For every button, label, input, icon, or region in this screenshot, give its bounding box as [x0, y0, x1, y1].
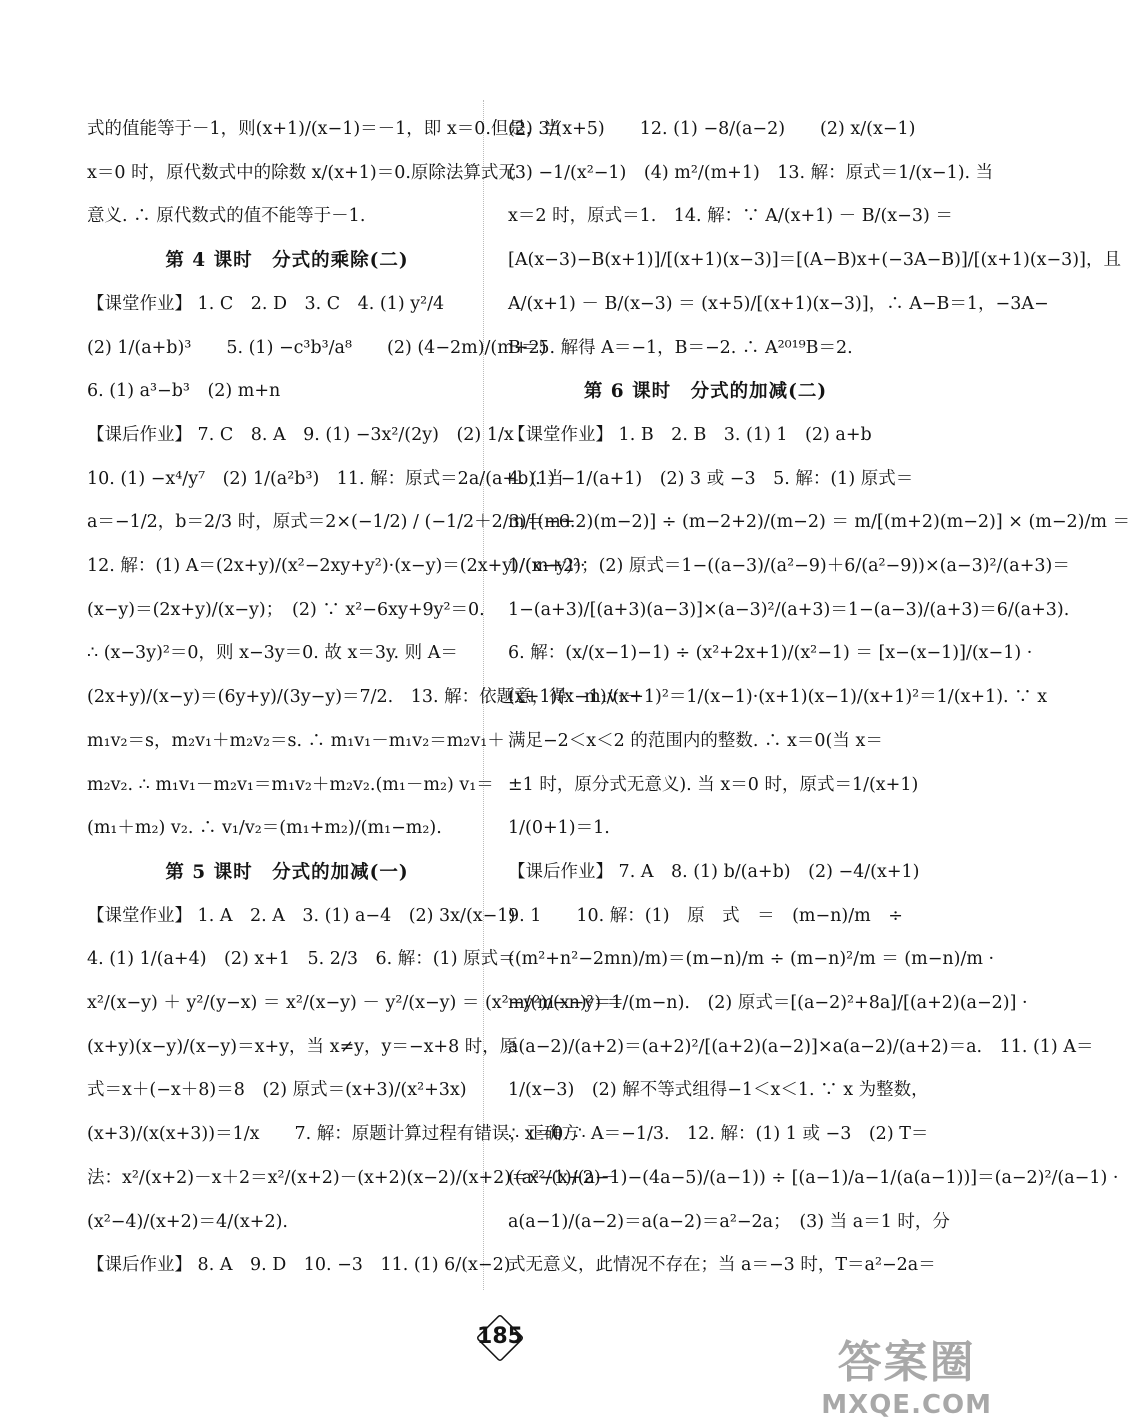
- text-line: 12. 解：(1) A＝(2x+y)/(x²−2xy+y²)·(x−y)＝(2x+y)/(x−y)²·: [87, 556, 586, 577]
- text-line: (x+y)(x−y)/(x−y)＝x+y，当 x≠y，y＝−x+8 时，原: [87, 1036, 518, 1057]
- watermark-url: MXQE.COM: [821, 1390, 992, 1420]
- text-line: x＝2 时，原式＝1. 14. 解：∵ A/(x+1) － B/(x−3) ＝: [508, 206, 953, 227]
- section-heading: 第 6 课时 分式的加减(二): [583, 381, 828, 403]
- text-line: a(a−2)/(a+2)＝(a+2)²/[(a+2)(a−2)]×a(a−2)/(a+2)＝a. 11. (1) A＝: [508, 1036, 1094, 1057]
- text-line: 1−(a+3)/[(a+3)(a−3)]×(a−3)²/(a+3)＝1−(a−3)/(a+3)＝6/(a+3).: [508, 599, 1070, 620]
- text-line: 【课堂作业】 1. B 2. B 3. (1) 1 (2) a+b: [508, 424, 872, 445]
- text-line: x²/(x−y) ＋ y²/(y−x) ＝ x²/(x−y) － y²/(x−y) ＝ (x²−y²)/(x−y) ＝: [87, 993, 625, 1014]
- text-line: (2) 3/(x+5) 12. (1) −8/(a−2) (2) x/(x−1): [508, 119, 916, 139]
- text-line: (x−y)＝(2x+y)/(x−y)； (2) ∵ x²−6xy+9y²＝0.: [87, 599, 485, 620]
- text-line: 法：x²/(x+2)－x＋2＝x²/(x+2)－(x+2)(x−2)/(x+2)＝x²/(x+2)－: [87, 1167, 619, 1188]
- text-line: a＝−1/2，b＝2/3 时，原式＝2×(−1/2) / (−1/2＋2/3)＝−6.: [87, 512, 576, 533]
- text-line: 意义. ∴ 原代数式的值不能等于－1.: [87, 206, 366, 227]
- text-line: (2x+y)/(x−y)＝(6y+y)/(3y−y)＝7/2. 13. 解：依题意，得：m₁v₁－: [87, 687, 643, 708]
- watermark-title: 答案圈: [837, 1337, 976, 1388]
- text-line: 1/(0+1)＝1.: [508, 818, 610, 839]
- text-line: 【课堂作业】 1. A 2. A 3. (1) a−4 (2) 3x/(x−1): [87, 905, 516, 926]
- text-line: ∴ (x−3y)²＝0，则 x−3y＝0. 故 x＝3y. 则 A＝: [87, 643, 458, 664]
- text-line: (2) 1/(a+b)³ 5. (1) −c³b³/a⁸ (2) (4−2m)/(m+2): [87, 337, 547, 358]
- right-column: [508, 108, 1130, 1288]
- page-number: 185: [472, 1314, 528, 1358]
- text-line: 6. 解：(x/(x−1)−1) ÷ (x²+2x+1)/(x²−1) ＝ [x−(x−1)]/(x−1) ·: [508, 643, 1033, 664]
- text-line: ((a²−1)/(a−1)−(4a−5)/(a−1)) ÷ [(a−1)/a−1/(a(a−1))]＝(a−2)²/(a−1) ·: [508, 1167, 1119, 1188]
- text-line: (3) −1/(x²−1) (4) m²/(m+1) 13. 解：原式＝1/(x−1). 当: [508, 162, 994, 183]
- text-line: 6. (1) a³−b³ (2) m+n: [87, 381, 281, 402]
- text-line: ∴ x＝0. ∴ A＝−1/3. 12. 解：(1) 1 或 −3 (2) T＝: [508, 1124, 929, 1145]
- text-line: m/[(m+2)(m−2)] ÷ (m−2+2)/(m−2) ＝ m/[(m+2)(m−2)] × (m−2)/m ＝: [508, 512, 1130, 533]
- text-line: [A(x−3)−B(x+1)]/[(x+1)(x−3)]＝[(A−B)x+(−3A−B)]/[(x+1)(x−3)]，且: [508, 250, 1121, 271]
- text-line: 【课后作业】 8. A 9. D 10. −3 11. (1) 6/(x−2): [87, 1255, 511, 1276]
- text-line: 式的值能等于－1，则(x+1)/(x−1)＝－1，即 x＝0.但是，当: [87, 119, 561, 139]
- text-line: 4. (1) −1/(a+1) (2) 3 或 −3 5. 解：(1) 原式＝: [508, 468, 914, 489]
- text-line: ((m²+n²−2mn)/m)＝(m−n)/m ÷ (m−n)²/m ＝ (m−n)/m ·: [508, 949, 995, 970]
- text-line: B＝5. 解得 A＝−1，B＝−2. ∴ A²⁰¹⁹B＝2.: [508, 337, 853, 358]
- text-line: 1/(x−3) (2) 解不等式组得−1＜x＜1. ∵ x 为整数，: [508, 1080, 929, 1101]
- text-line: (m₁＋m₂) v₂. ∴ v₁/v₂＝(m₁+m₂)/(m₁−m₂).: [87, 818, 442, 839]
- text-line: 1/(m+2)；(2) 原式＝1−((a−3)/(a²−9)＋6/(a²−9))×(a−3)²/(a+3)＝: [508, 556, 1070, 577]
- text-line: x＝0 时，原代数式中的除数 x/(x+1)＝0.原除法算式无: [87, 162, 516, 183]
- text-line: a(a−1)/(a−2)＝a(a−2)＝a²−2a； (3) 当 a＝1 时，分: [508, 1211, 950, 1232]
- text-line: (x+3)/(x(x+3))＝1/x 7. 解：原题计算过程有错误，正确方: [87, 1124, 580, 1145]
- text-line: ±1 时，原分式无意义). 当 x＝0 时，原式＝1/(x+1): [508, 774, 919, 795]
- text-line: 式无意义，此情况不存在；当 a＝−3 时，T＝a²−2a＝: [508, 1255, 936, 1276]
- text-line: m/(m−n)²＝1/(m−n). (2) 原式＝[(a−2)²+8a]/[(a+2)(a−2)] ·: [508, 993, 1028, 1014]
- text-line: 9. 1 10. 解：(1) 原 式 ＝ (m−n)/m ÷: [508, 905, 903, 926]
- text-line: 4. (1) 1/(a+4) (2) x+1 5. 2/3 6. 解：(1) 原式＝: [87, 949, 516, 970]
- text-line: m₁v₂＝s，m₂v₁＋m₂v₂＝s. ∴ m₁v₁－m₁v₂＝m₂v₁＋: [87, 730, 505, 751]
- text-line: 【课堂作业】 1. C 2. D 3. C 4. (1) y²/4: [87, 293, 445, 314]
- text-line: 满足−2＜x＜2 的范围内的整数. ∴ x＝0(当 x＝: [508, 730, 883, 751]
- text-line: 式＝x＋(−x＋8)＝8 (2) 原式＝(x+3)/(x²+3x): [87, 1080, 467, 1101]
- text-line: 【课后作业】 7. C 8. A 9. (1) −3x²/(2y) (2) 1/x: [87, 424, 514, 445]
- text-line: (x+1)(x−1)/(x+1)²＝1/(x−1)·(x+1)(x−1)/(x+1)²＝1/(x+1). ∵ x: [508, 687, 1048, 708]
- section-heading: 第 4 课时 分式的乘除(二): [165, 250, 409, 272]
- text-line: m₂v₂. ∴ m₁v₁－m₂v₁＝m₁v₂＋m₂v₂.(m₁－m₂) v₁＝: [87, 774, 494, 795]
- text-line: (x²−4)/(x+2)＝4/(x+2).: [87, 1211, 288, 1232]
- text-line: A/(x+1) － B/(x−3) ＝ (x+5)/[(x+1)(x−3)]，∴ A−B＝1，−3A−: [508, 293, 1049, 314]
- watermark-logo: [821, 1326, 992, 1420]
- section-heading: 第 5 课时 分式的加减(一): [165, 861, 409, 883]
- text-line: 【课后作业】 7. A 8. (1) b/(a+b) (2) −4/(x+1): [508, 861, 920, 882]
- text-line: 10. (1) −x⁴/y⁷ (2) 1/(a²b³) 11. 解：原式＝2a/(a+b). 当: [87, 468, 564, 489]
